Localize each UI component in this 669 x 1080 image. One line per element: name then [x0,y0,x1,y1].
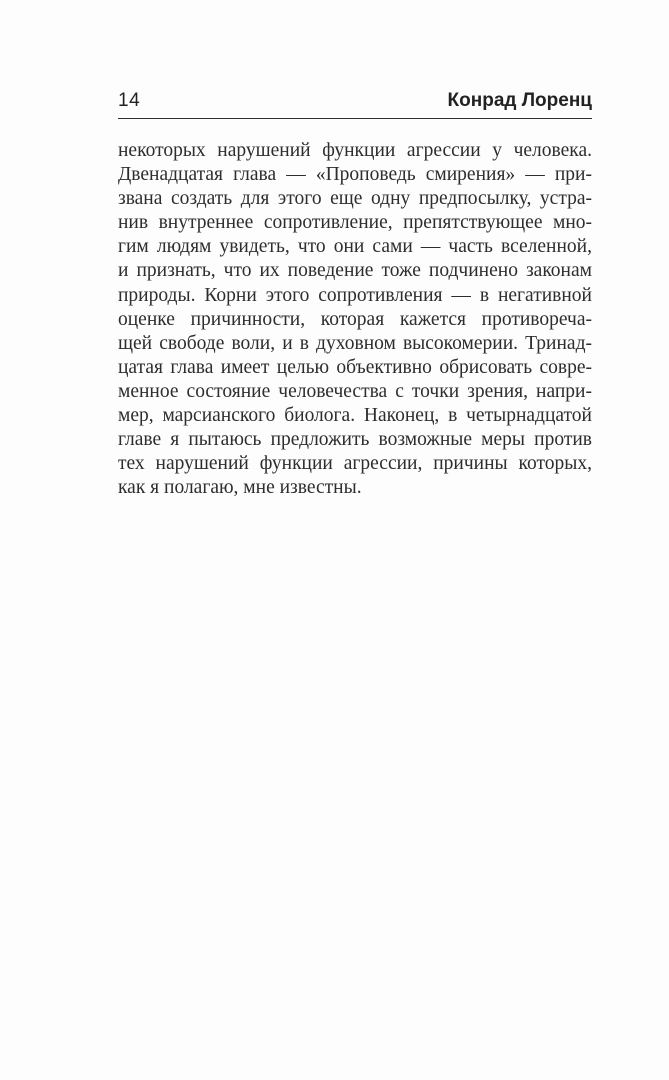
text-line: природы. Корни этого сопротивления — в негативной [118,284,592,306]
text-line: щей свободе воли, и в духовном высокомерии. Тринад- [118,332,592,354]
text-line: нив внутреннее сопротивление, препятствующее мно- [118,212,592,234]
text-line: как я полагаю, мне известны. [118,477,362,499]
body-text [118,139,592,500]
text-line: звана создать для этого еще одну предпосылку, устра- [118,188,592,210]
text-line: менное состояние человечества с точки зрения, напри- [118,380,592,402]
text-line: главе я пытаюсь предложить возможные меры против [118,429,592,451]
text-line: Двенадцатая глава — «Проповедь смирения» — при- [118,164,592,186]
page-header [118,90,592,119]
text-line: тех нарушений функции агрессии, причины которых, [118,453,592,475]
text-line: цатая глава имеет целью объективно обрисовать совре- [118,356,592,378]
text-line: и признать, что их поведение тоже подчинено законам [118,260,592,282]
running-title: Конрад Лоренц [447,90,592,111]
text-line: мер, марсианского биолога. Наконец, в четырнадцатой [118,405,592,427]
page-content [118,90,592,500]
page-number: 14 [118,90,141,111]
text-line: гим людям увидеть, что они сами — часть вселенной, [118,236,592,258]
text-line: некоторых нарушений функции агрессии у человека. [118,140,592,161]
text-line: оценке причинности, которая кажется противореча- [118,308,592,330]
